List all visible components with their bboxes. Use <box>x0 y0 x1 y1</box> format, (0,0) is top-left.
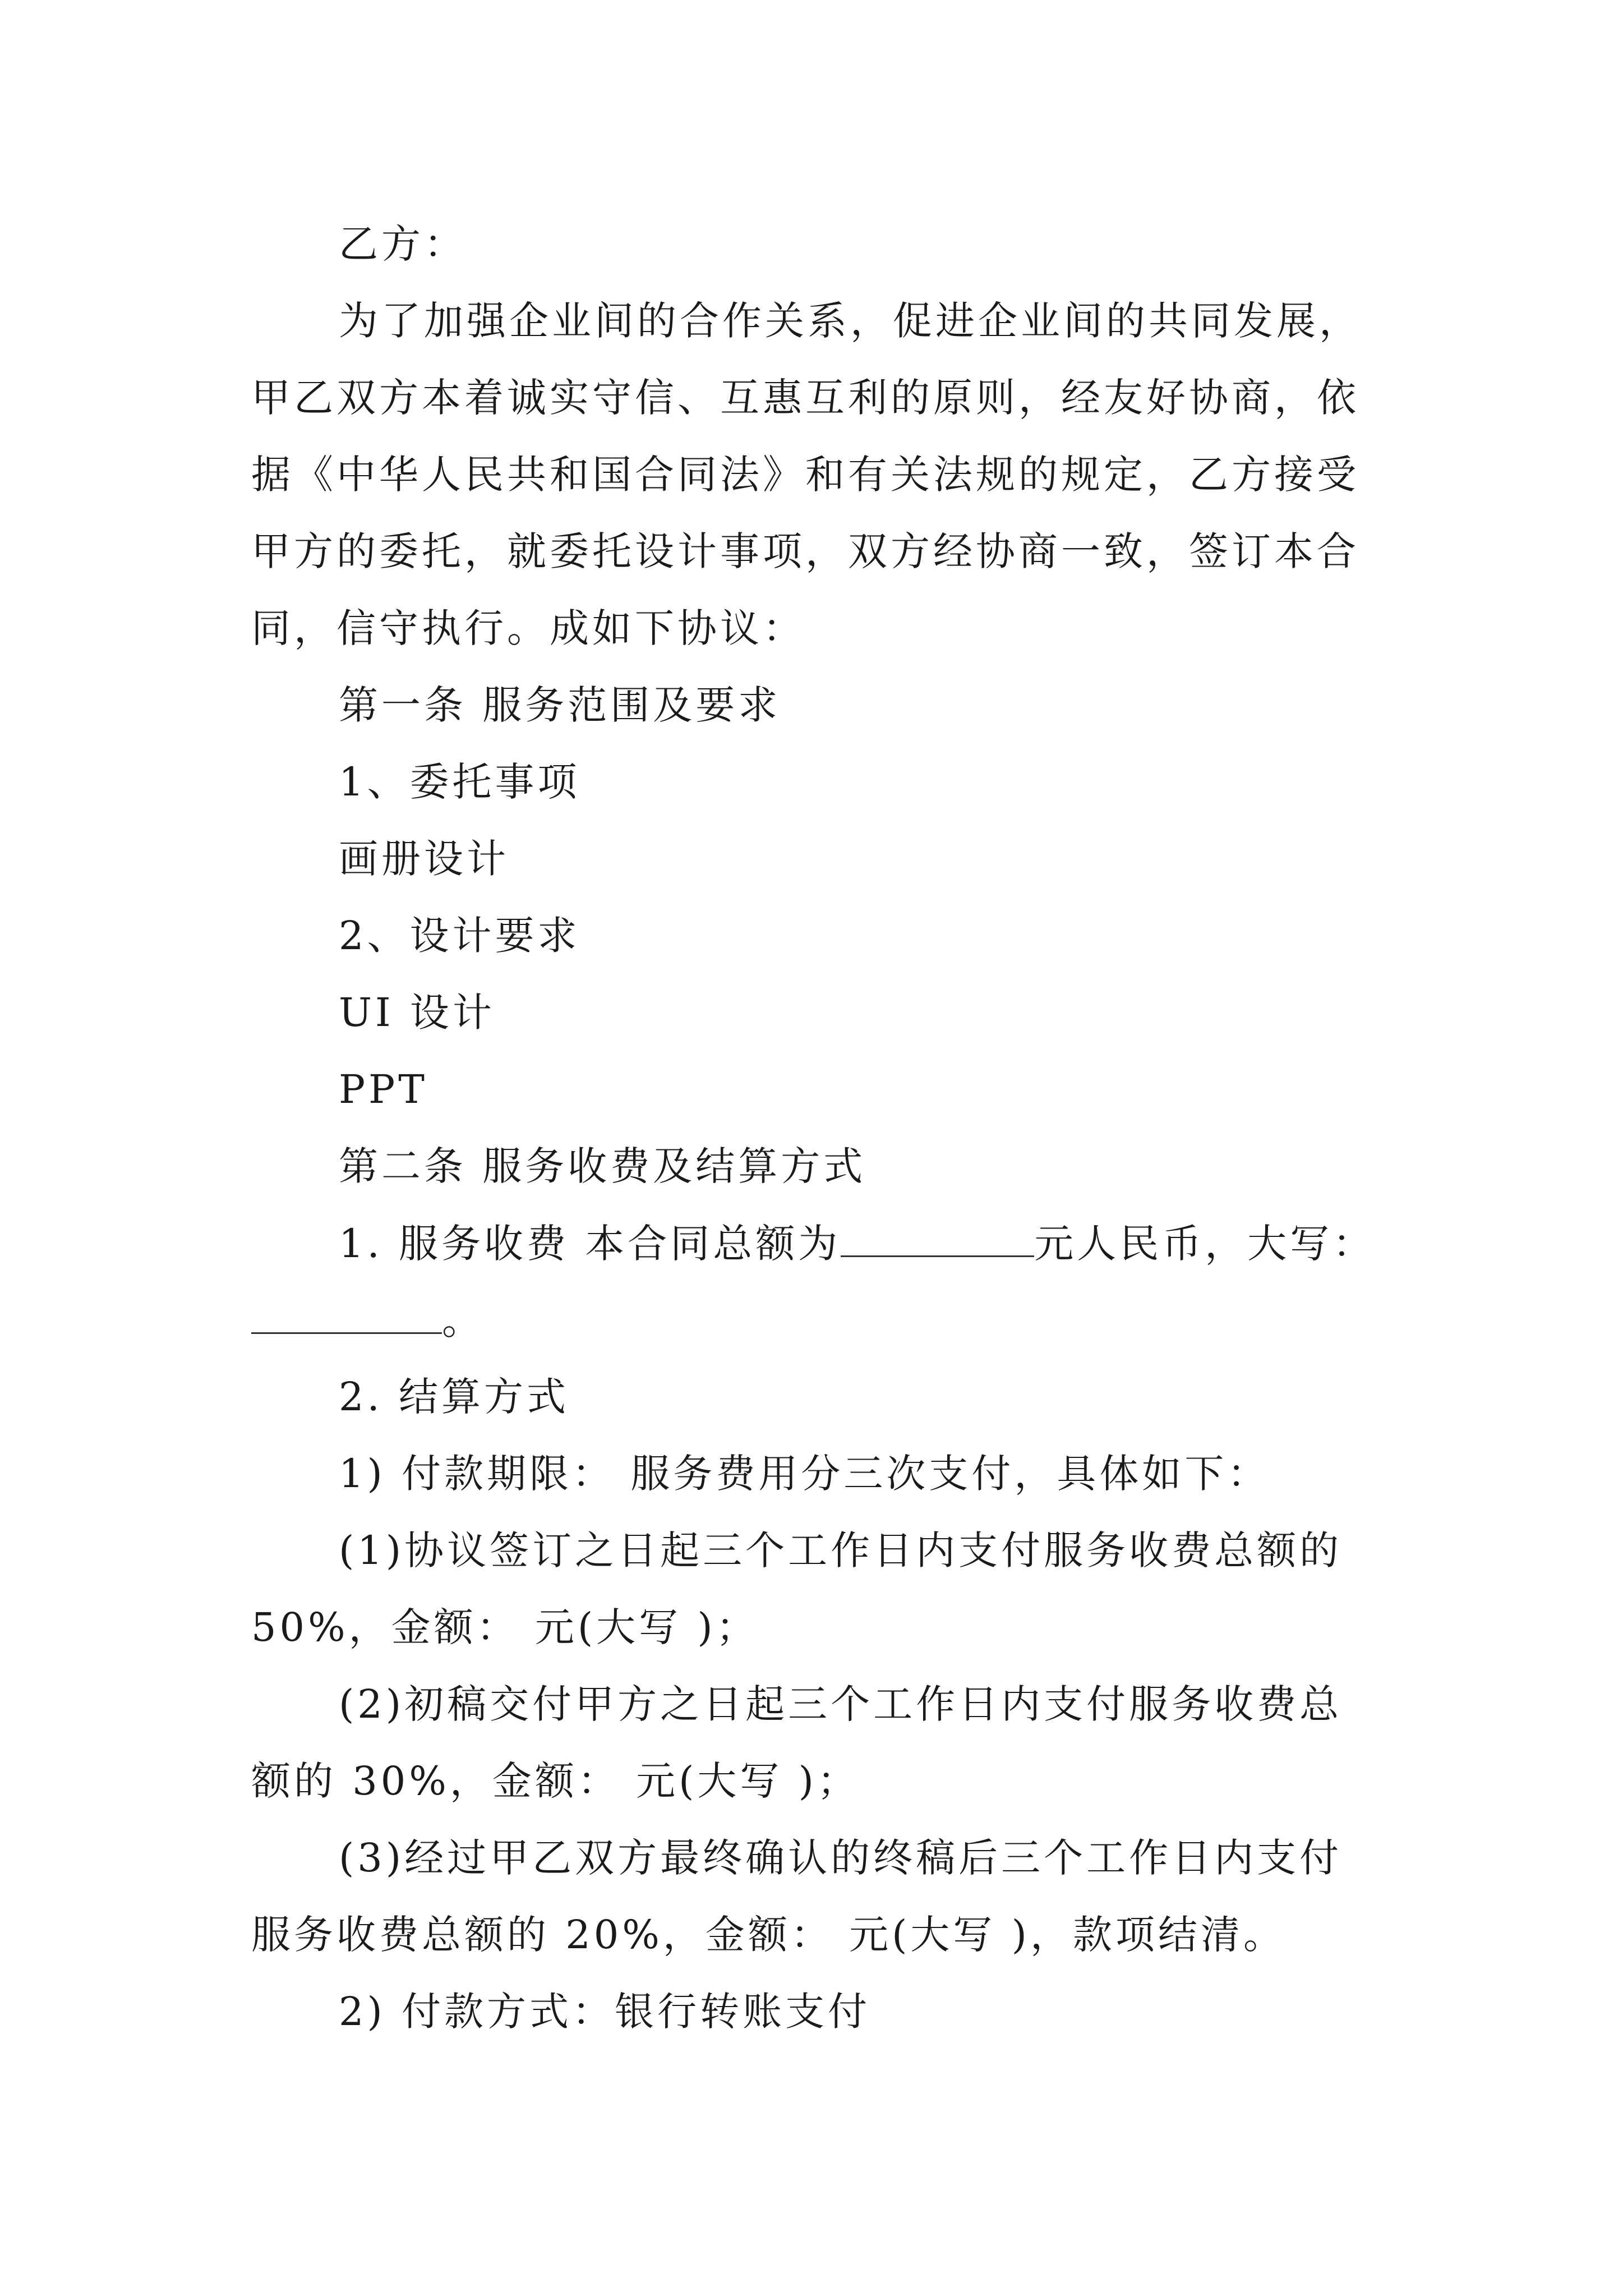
article-2-title: 第二条 服务收费及结算方式 <box>339 1143 866 1189</box>
installment-1-line-2: 50%，金额： 元(大写 )； <box>251 1604 759 1650</box>
preamble-line-1: 为了加强企业间的合作关系，促进企业间的共同发展， <box>339 298 1362 344</box>
preamble-line-3: 据《中华人民共和国合同法》和有关法规的规定，乙方接受 <box>251 452 1359 498</box>
installment-3-line-1: (3)经过甲乙双方最终确认的终稿后三个工作日内支付 <box>339 1835 1343 1881</box>
service-fee-line <box>339 1221 1375 1266</box>
article-1-title: 第一条 服务范围及要求 <box>339 682 781 728</box>
installment-3-line-2: 服务收费总额的 20%，金额： 元(大写 )，款项结清。 <box>251 1912 1286 1958</box>
installment-2-line-1: (2)初稿交付甲方之日起三个工作日内支付服务收费总 <box>339 1681 1343 1727</box>
fee-amount-blank <box>841 1221 1034 1257</box>
service-fee-end: 。 <box>442 1297 485 1343</box>
preamble-line-2: 甲乙双方本着诚实守信、互惠互利的原则，经友好协商，依 <box>251 375 1359 421</box>
fee-caps-blank <box>251 1297 442 1334</box>
design-requirement-ui: UI 设计 <box>339 990 495 1036</box>
payment-method: 2) 付款方式：银行转账支付 <box>339 1989 871 2035</box>
article-1-item-2-label: 2、设计要求 <box>339 913 580 959</box>
settlement-label: 2. 结算方式 <box>339 1374 570 1420</box>
service-fee-prefix: 1. 服务收费 本合同总额为 <box>339 1221 841 1267</box>
service-fee-caps-line <box>251 1297 485 1343</box>
service-fee-suffix: 元人民币，大写： <box>1034 1221 1376 1267</box>
preamble-line-5: 同，信守执行。成如下协议： <box>251 605 805 651</box>
article-1-item-1-value: 画册设计 <box>339 836 509 882</box>
payment-term-label: 1) 付款期限： 服务费用分三次支付，具体如下： <box>339 1451 1270 1497</box>
installment-2-line-2: 额的 30%，金额： 元(大写 )； <box>251 1758 860 1804</box>
design-requirement-ppt: PPT <box>339 1066 428 1112</box>
article-1-item-1-label: 1、委托事项 <box>339 759 580 805</box>
party-b-label: 乙方： <box>339 221 467 267</box>
preamble-line-4: 甲方的委托，就委托设计事项，双方经协商一致，签订本合 <box>251 528 1359 574</box>
installment-1-line-1: (1)协议签订之日起三个工作日内支付服务收费总额的 <box>339 1527 1343 1573</box>
